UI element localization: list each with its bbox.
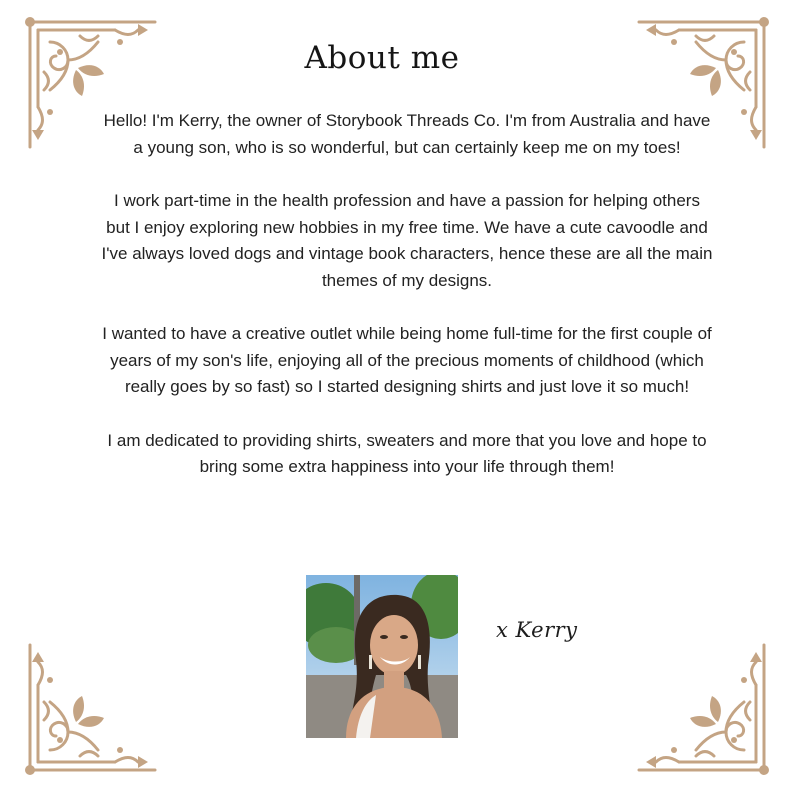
about-body [100,108,714,508]
floral-corner-ornament-icon [20,640,160,780]
corner-ornament-bottom-right [634,640,774,780]
paragraph-intro: Hello! I'm Kerry, the owner of Storybook Threads Co. I'm from Australia and have a young son, who is so wonderful, but can certainly keep me on my toes! [103,111,711,157]
paragraph-creative-outlet: I wanted to have a creative outlet while being home full-time for the first couple of years of my son's life, enjoying all of the precious moments of childhood (which really goes by so fast) so I started designing shirts and just love it so much! [102,324,712,396]
portrait-image [306,575,458,738]
paragraph-dedication: I am dedicated to providing shirts, sweaters and more that you love and hope to bring some extra happiness into your life through them! [107,430,707,476]
page-title: About me [304,40,460,76]
floral-corner-ornament-icon [634,640,774,780]
signature: x Kerry [496,618,578,642]
portrait-photo [306,575,458,738]
corner-ornament-bottom-left [20,640,160,780]
paragraph-work: I work part-time in the health profession and have a passion for helping others but I enjoy exploring new hobbies in my free time. We have a cute cavoodle and I've always loved dogs and vintage book characters, hence these are all the main themes of my designs. [101,191,713,290]
